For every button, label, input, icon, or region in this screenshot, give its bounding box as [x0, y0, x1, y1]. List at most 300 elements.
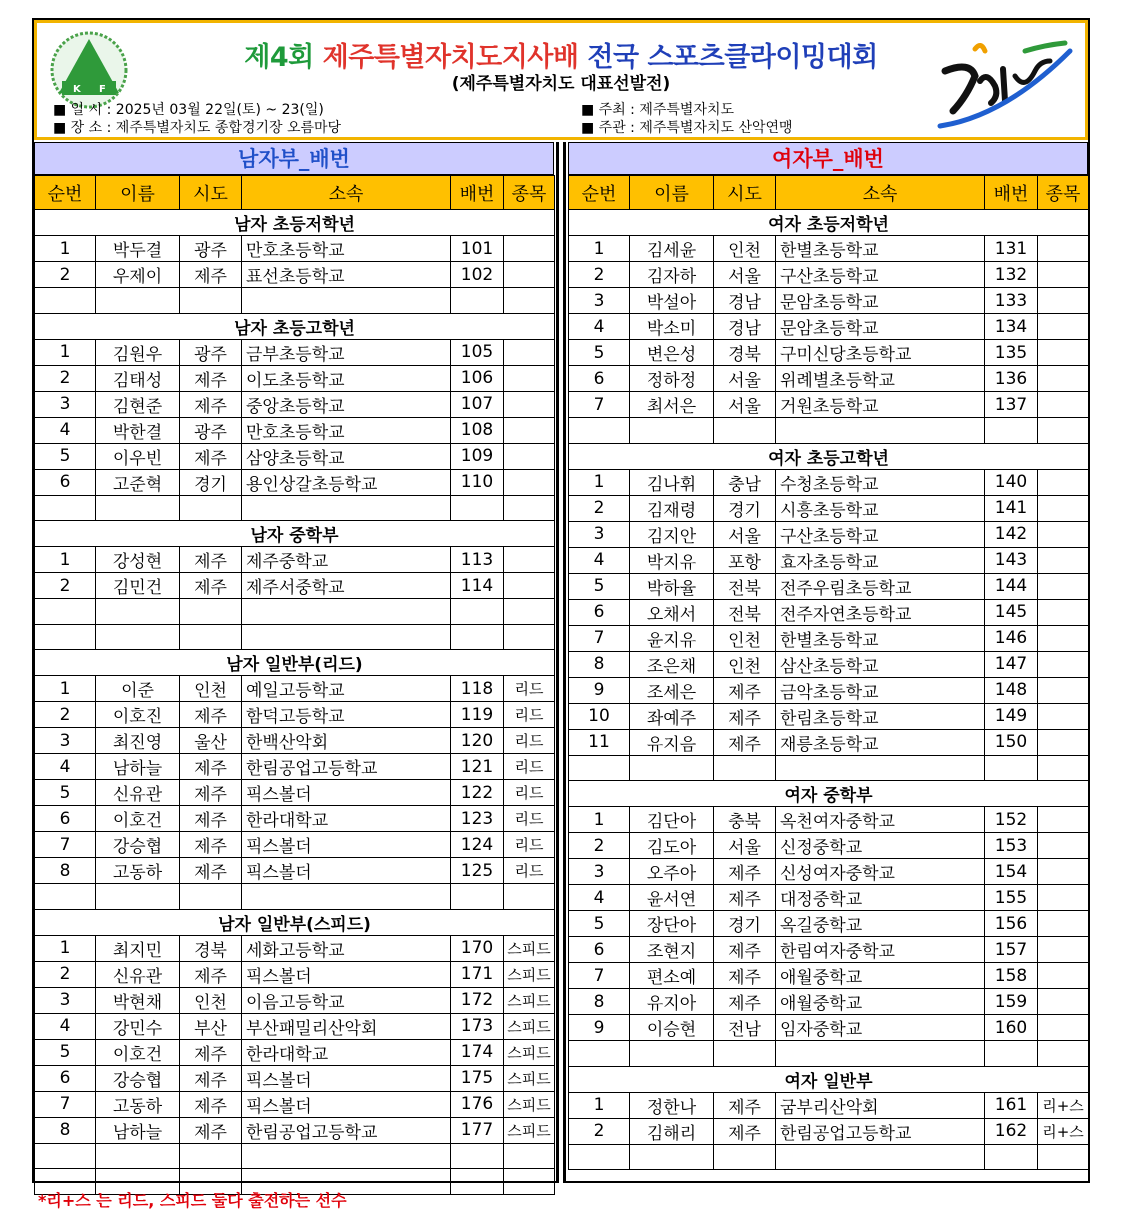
- affiliation: 애월중학교: [776, 963, 985, 989]
- region: [180, 495, 242, 521]
- category-title: 여자 초등저학년: [569, 210, 1089, 236]
- affiliation: 한림공업고등학교: [242, 754, 451, 780]
- event-type: [1038, 651, 1089, 677]
- row-order: 8: [35, 1117, 96, 1143]
- affiliation: 이도초등학교: [242, 365, 451, 391]
- bib-number: [985, 755, 1038, 781]
- region: 전남: [714, 1015, 776, 1041]
- athlete-name: 최진영: [96, 728, 180, 754]
- athlete-name: 박소미: [630, 314, 714, 340]
- region: 제주: [180, 832, 242, 858]
- athlete-name: [630, 418, 714, 444]
- bib-number: 172: [451, 987, 504, 1013]
- row-order: 5: [35, 1039, 96, 1065]
- row-order: 6: [569, 599, 630, 625]
- region: 광주: [180, 417, 242, 443]
- athlete-name: 강성현: [96, 547, 180, 573]
- event-type: 리드: [504, 702, 555, 728]
- row-order: 4: [569, 885, 630, 911]
- table-row: [35, 443, 555, 469]
- bib-number: 141: [985, 495, 1038, 521]
- event-type: [504, 365, 555, 391]
- region: 서울: [714, 833, 776, 859]
- table-row: [569, 937, 1089, 963]
- bib-number: 134: [985, 314, 1038, 340]
- row-order: 5: [35, 443, 96, 469]
- event-type: 스피드: [504, 1091, 555, 1117]
- event-type: [1038, 288, 1089, 314]
- event-type: [504, 495, 555, 521]
- event-type: [1038, 755, 1089, 781]
- table-row: [569, 729, 1089, 755]
- athlete-name: 강승협: [96, 832, 180, 858]
- footnote: *리+스 는 리드, 스피드 둘다 출전하는 선수: [38, 1191, 347, 1210]
- event-type: [1038, 1144, 1089, 1170]
- column-header: 순번: [569, 176, 630, 210]
- row-order: 1: [35, 236, 96, 262]
- event-type: [1038, 495, 1089, 521]
- event-type: [1038, 418, 1089, 444]
- athlete-name: 박설아: [630, 288, 714, 314]
- table-row: [569, 703, 1089, 729]
- event-type: 리드: [504, 754, 555, 780]
- region: 제주: [180, 365, 242, 391]
- table-row: [35, 1091, 555, 1117]
- bib-number: 108: [451, 417, 504, 443]
- affiliation: [242, 495, 451, 521]
- row-order: 7: [569, 392, 630, 418]
- athlete-name: 조현지: [630, 937, 714, 963]
- affiliation: 금악초등학교: [776, 677, 985, 703]
- region: 광주: [180, 339, 242, 365]
- event-type: 스피드: [504, 987, 555, 1013]
- region: 광주: [180, 236, 242, 262]
- event-title: 제4회 제주특별자치도지사배 전국 스포츠클라이밍대회: [244, 42, 878, 73]
- region: 경기: [180, 469, 242, 495]
- affiliation: 대정중학교: [776, 885, 985, 911]
- table-row: [35, 1065, 555, 1091]
- bib-number: 155: [985, 885, 1038, 911]
- athlete-name: 장단아: [630, 911, 714, 937]
- event-type: [1038, 885, 1089, 911]
- bib-number: 159: [985, 989, 1038, 1015]
- region: 인천: [714, 625, 776, 651]
- event-type: [1038, 392, 1089, 418]
- event-header: [34, 20, 1088, 140]
- affiliation: 시흥초등학교: [776, 495, 985, 521]
- bib-number: [985, 1144, 1038, 1170]
- region: [180, 884, 242, 910]
- bib-number: [985, 418, 1038, 444]
- event-type: [1038, 807, 1089, 833]
- region: 제주: [180, 780, 242, 806]
- table-row: [35, 806, 555, 832]
- bib-number: 113: [451, 547, 504, 573]
- row-order: [569, 1144, 630, 1170]
- athlete-name: 고준혁: [96, 469, 180, 495]
- bib-number: 135: [985, 340, 1038, 366]
- row-order: 5: [569, 911, 630, 937]
- bib-number: [451, 1169, 504, 1195]
- category-title: 남자 초등저학년: [35, 210, 555, 236]
- event-type: 리+스: [1038, 1118, 1089, 1144]
- bib-number: 122: [451, 780, 504, 806]
- row-order: 1: [35, 547, 96, 573]
- affiliation: 위례별초등학교: [776, 366, 985, 392]
- row-order: 11: [569, 729, 630, 755]
- athlete-name: 조은채: [630, 651, 714, 677]
- event-type: 리+스: [1038, 1092, 1089, 1118]
- region: 서울: [714, 262, 776, 288]
- bib-number: [451, 624, 504, 650]
- athlete-name: 윤서연: [630, 885, 714, 911]
- event-type: [1038, 989, 1089, 1015]
- event-subtitle: (제주특별자치도 대표선발전): [451, 74, 671, 94]
- athlete-name: 조세은: [630, 677, 714, 703]
- table-row: [35, 702, 555, 728]
- affiliation: 한백산악회: [242, 728, 451, 754]
- event-type: 스피드: [504, 961, 555, 987]
- row-order: 5: [569, 340, 630, 366]
- affiliation: 한별초등학교: [776, 625, 985, 651]
- table-row: [569, 625, 1089, 651]
- row-order: 2: [569, 495, 630, 521]
- region: 서울: [714, 366, 776, 392]
- athlete-name: [96, 288, 180, 314]
- bib-number: [451, 884, 504, 910]
- athlete-name: 김단아: [630, 807, 714, 833]
- region: 제주: [714, 885, 776, 911]
- event-type: [1038, 859, 1089, 885]
- region: 제주: [180, 1065, 242, 1091]
- affiliation: 구산초등학교: [776, 521, 985, 547]
- table-row: [35, 599, 555, 625]
- athlete-name: 남하늘: [96, 754, 180, 780]
- athlete-name: 이호건: [96, 1039, 180, 1065]
- bib-number: 177: [451, 1117, 504, 1143]
- event-type: [504, 1169, 555, 1195]
- table-row: [569, 1015, 1089, 1041]
- row-order: 1: [569, 236, 630, 262]
- table-row: [35, 469, 555, 495]
- athlete-name: 박지유: [630, 547, 714, 573]
- category-title: 여자 중학부: [569, 781, 1089, 807]
- table-row: [569, 1041, 1089, 1067]
- row-order: 6: [35, 469, 96, 495]
- date-info: ■ 일 시 : 2025년 03월 22일(토) ~ 23(일): [53, 102, 324, 118]
- affiliation: 구미신당초등학교: [776, 340, 985, 366]
- table-row: [35, 365, 555, 391]
- row-order: 2: [569, 1118, 630, 1144]
- event-type: [504, 443, 555, 469]
- region: 제주: [714, 677, 776, 703]
- bib-number: 101: [451, 236, 504, 262]
- affiliation: [242, 884, 451, 910]
- table-row: [569, 677, 1089, 703]
- table-row: [35, 987, 555, 1013]
- event-type: [504, 288, 555, 314]
- affiliation: [242, 624, 451, 650]
- table-row: [569, 340, 1089, 366]
- bib-number: 132: [985, 262, 1038, 288]
- event-type: [1038, 547, 1089, 573]
- row-order: 4: [569, 314, 630, 340]
- jeju-calligraphy-logo: [925, 31, 1075, 131]
- table-row: [35, 547, 555, 573]
- event-type: [1038, 703, 1089, 729]
- event-type: [1038, 262, 1089, 288]
- athlete-name: 김민건: [96, 573, 180, 599]
- row-order: 1: [569, 1092, 630, 1118]
- row-order: 1: [35, 339, 96, 365]
- region: 제주: [180, 1039, 242, 1065]
- event-type: [1038, 314, 1089, 340]
- table-row: [35, 1013, 555, 1039]
- row-order: 3: [569, 859, 630, 885]
- affiliation: 중앙초등학교: [242, 391, 451, 417]
- table-row: [569, 859, 1089, 885]
- row-order: 3: [35, 987, 96, 1013]
- affiliation: 삼양초등학교: [242, 443, 451, 469]
- event-type: [504, 624, 555, 650]
- row-order: 2: [35, 702, 96, 728]
- table-row: [569, 521, 1089, 547]
- row-order: 1: [35, 935, 96, 961]
- event-type: [1038, 677, 1089, 703]
- row-order: 6: [569, 937, 630, 963]
- bib-number: 153: [985, 833, 1038, 859]
- affiliation: 굼부리산악회: [776, 1092, 985, 1118]
- bib-number: 110: [451, 469, 504, 495]
- affiliation: 문암초등학교: [776, 314, 985, 340]
- row-order: [35, 599, 96, 625]
- column-header: 시도: [180, 176, 242, 210]
- row-order: 2: [35, 365, 96, 391]
- bib-number: 144: [985, 573, 1038, 599]
- row-order: 7: [569, 625, 630, 651]
- affiliation: 표선초등학교: [242, 262, 451, 288]
- organizer-info: ■ 주관 : 제주특별자치도 산악연맹: [581, 120, 793, 136]
- event-type: 스피드: [504, 1065, 555, 1091]
- bib-number: 136: [985, 366, 1038, 392]
- athlete-name: [630, 1041, 714, 1067]
- table-row: [569, 314, 1089, 340]
- table-row: [569, 807, 1089, 833]
- region: 부산: [180, 1013, 242, 1039]
- region: 제주: [180, 573, 242, 599]
- category-title: 남자 초등고학년: [35, 313, 555, 339]
- table-row: [35, 1143, 555, 1169]
- region: 제주: [180, 391, 242, 417]
- bib-number: 123: [451, 806, 504, 832]
- bib-number: 107: [451, 391, 504, 417]
- athlete-name: 편소예: [630, 963, 714, 989]
- bib-number: 131: [985, 236, 1038, 262]
- table-row: [35, 1039, 555, 1065]
- region: 제주: [180, 547, 242, 573]
- table-row: [35, 858, 555, 884]
- athlete-name: 신유관: [96, 780, 180, 806]
- event-type: [504, 1143, 555, 1169]
- athlete-name: 변은성: [630, 340, 714, 366]
- row-order: 3: [569, 521, 630, 547]
- female-section-title: 여자부_배번: [568, 142, 1088, 175]
- affiliation: [776, 1041, 985, 1067]
- row-order: 2: [569, 262, 630, 288]
- table-row: [569, 911, 1089, 937]
- category-row: [35, 650, 555, 676]
- affiliation: 제주서중학교: [242, 573, 451, 599]
- male-section-title: 남자부_배번: [34, 142, 554, 175]
- event-type: [1038, 833, 1089, 859]
- affiliation: 수청초등학교: [776, 469, 985, 495]
- affiliation: 전주우림초등학교: [776, 573, 985, 599]
- row-order: 2: [35, 262, 96, 288]
- region: 인천: [714, 236, 776, 262]
- table-row: [35, 339, 555, 365]
- athlete-name: 고동하: [96, 1091, 180, 1117]
- affiliation: 픽스볼더: [242, 1091, 451, 1117]
- region: 경북: [714, 340, 776, 366]
- row-order: 3: [35, 391, 96, 417]
- athlete-name: 남하늘: [96, 1117, 180, 1143]
- table-row: [569, 495, 1089, 521]
- athlete-name: [630, 1144, 714, 1170]
- athlete-name: 정한나: [630, 1092, 714, 1118]
- table-row: [569, 963, 1089, 989]
- female-roster-table: [568, 175, 1089, 1170]
- bib-number: 119: [451, 702, 504, 728]
- event-type: 리드: [504, 832, 555, 858]
- category-title: 여자 초등고학년: [569, 443, 1089, 469]
- region: 인천: [180, 987, 242, 1013]
- male-division: [34, 142, 554, 1195]
- bib-number: 162: [985, 1118, 1038, 1144]
- affiliation: 제주중학교: [242, 547, 451, 573]
- event-type: 스피드: [504, 935, 555, 961]
- table-row: [35, 832, 555, 858]
- row-order: 8: [569, 651, 630, 677]
- region: [714, 418, 776, 444]
- row-order: 9: [569, 1015, 630, 1041]
- athlete-name: 박두결: [96, 236, 180, 262]
- affiliation: 한라대학교: [242, 1039, 451, 1065]
- bib-number: [451, 495, 504, 521]
- row-order: [35, 495, 96, 521]
- event-type: [1038, 366, 1089, 392]
- event-type: [504, 236, 555, 262]
- table-row: [35, 884, 555, 910]
- category-row: [35, 210, 555, 236]
- bib-number: 174: [451, 1039, 504, 1065]
- bib-number: 173: [451, 1013, 504, 1039]
- event-type: [504, 417, 555, 443]
- region: 경기: [714, 911, 776, 937]
- athlete-name: 유지음: [630, 729, 714, 755]
- region: 전북: [714, 573, 776, 599]
- affiliation: 신성여자중학교: [776, 859, 985, 885]
- athlete-name: 최지민: [96, 935, 180, 961]
- region: 제주: [180, 754, 242, 780]
- event-type: [504, 469, 555, 495]
- affiliation: 픽스볼더: [242, 961, 451, 987]
- bib-number: 137: [985, 392, 1038, 418]
- row-order: 2: [35, 573, 96, 599]
- region: 전북: [714, 599, 776, 625]
- affiliation: 애월중학교: [776, 989, 985, 1015]
- row-order: 4: [35, 1013, 96, 1039]
- column-divider: [556, 142, 566, 1183]
- row-order: [569, 418, 630, 444]
- affiliation: 픽스볼더: [242, 780, 451, 806]
- athlete-name: 윤지유: [630, 625, 714, 651]
- row-order: 6: [35, 1065, 96, 1091]
- row-order: 7: [569, 963, 630, 989]
- athlete-name: 김원우: [96, 339, 180, 365]
- event-type: 스피드: [504, 1039, 555, 1065]
- athlete-name: 이호진: [96, 702, 180, 728]
- table-row: [35, 236, 555, 262]
- category-row: [35, 313, 555, 339]
- table-row: [569, 885, 1089, 911]
- table-row: [35, 391, 555, 417]
- athlete-name: 유지아: [630, 989, 714, 1015]
- region: 제주: [180, 443, 242, 469]
- region: [714, 1144, 776, 1170]
- affiliation: 옥길중학교: [776, 911, 985, 937]
- bib-number: 114: [451, 573, 504, 599]
- row-order: 7: [35, 832, 96, 858]
- region: [714, 755, 776, 781]
- affiliation: 픽스볼더: [242, 858, 451, 884]
- region: [180, 599, 242, 625]
- region: 인천: [180, 676, 242, 702]
- affiliation: [776, 755, 985, 781]
- athlete-name: 김나휘: [630, 469, 714, 495]
- bib-number: 146: [985, 625, 1038, 651]
- affiliation: 옥천여자중학교: [776, 807, 985, 833]
- bib-number: 157: [985, 937, 1038, 963]
- bib-number: 120: [451, 728, 504, 754]
- table-row: [35, 495, 555, 521]
- bib-number: 109: [451, 443, 504, 469]
- athlete-name: 신유관: [96, 961, 180, 987]
- event-type: [1038, 963, 1089, 989]
- event-type: 리드: [504, 728, 555, 754]
- athlete-name: 좌예주: [630, 703, 714, 729]
- event-type: [504, 391, 555, 417]
- region: 충북: [714, 807, 776, 833]
- region: 경기: [714, 495, 776, 521]
- region: 제주: [714, 963, 776, 989]
- row-order: 3: [35, 728, 96, 754]
- bib-number: 124: [451, 832, 504, 858]
- bib-number: 150: [985, 729, 1038, 755]
- affiliation: 한림여자중학교: [776, 937, 985, 963]
- row-order: 6: [35, 806, 96, 832]
- region: [714, 1041, 776, 1067]
- bib-number: 171: [451, 961, 504, 987]
- column-header: 이름: [96, 176, 180, 210]
- region: 포항: [714, 547, 776, 573]
- affiliation: 세화고등학교: [242, 935, 451, 961]
- svg-text:K: K: [73, 84, 81, 95]
- male-roster-table: [34, 175, 555, 1195]
- athlete-name: 이우빈: [96, 443, 180, 469]
- event-type: 스피드: [504, 1013, 555, 1039]
- row-order: 1: [569, 469, 630, 495]
- region: [180, 288, 242, 314]
